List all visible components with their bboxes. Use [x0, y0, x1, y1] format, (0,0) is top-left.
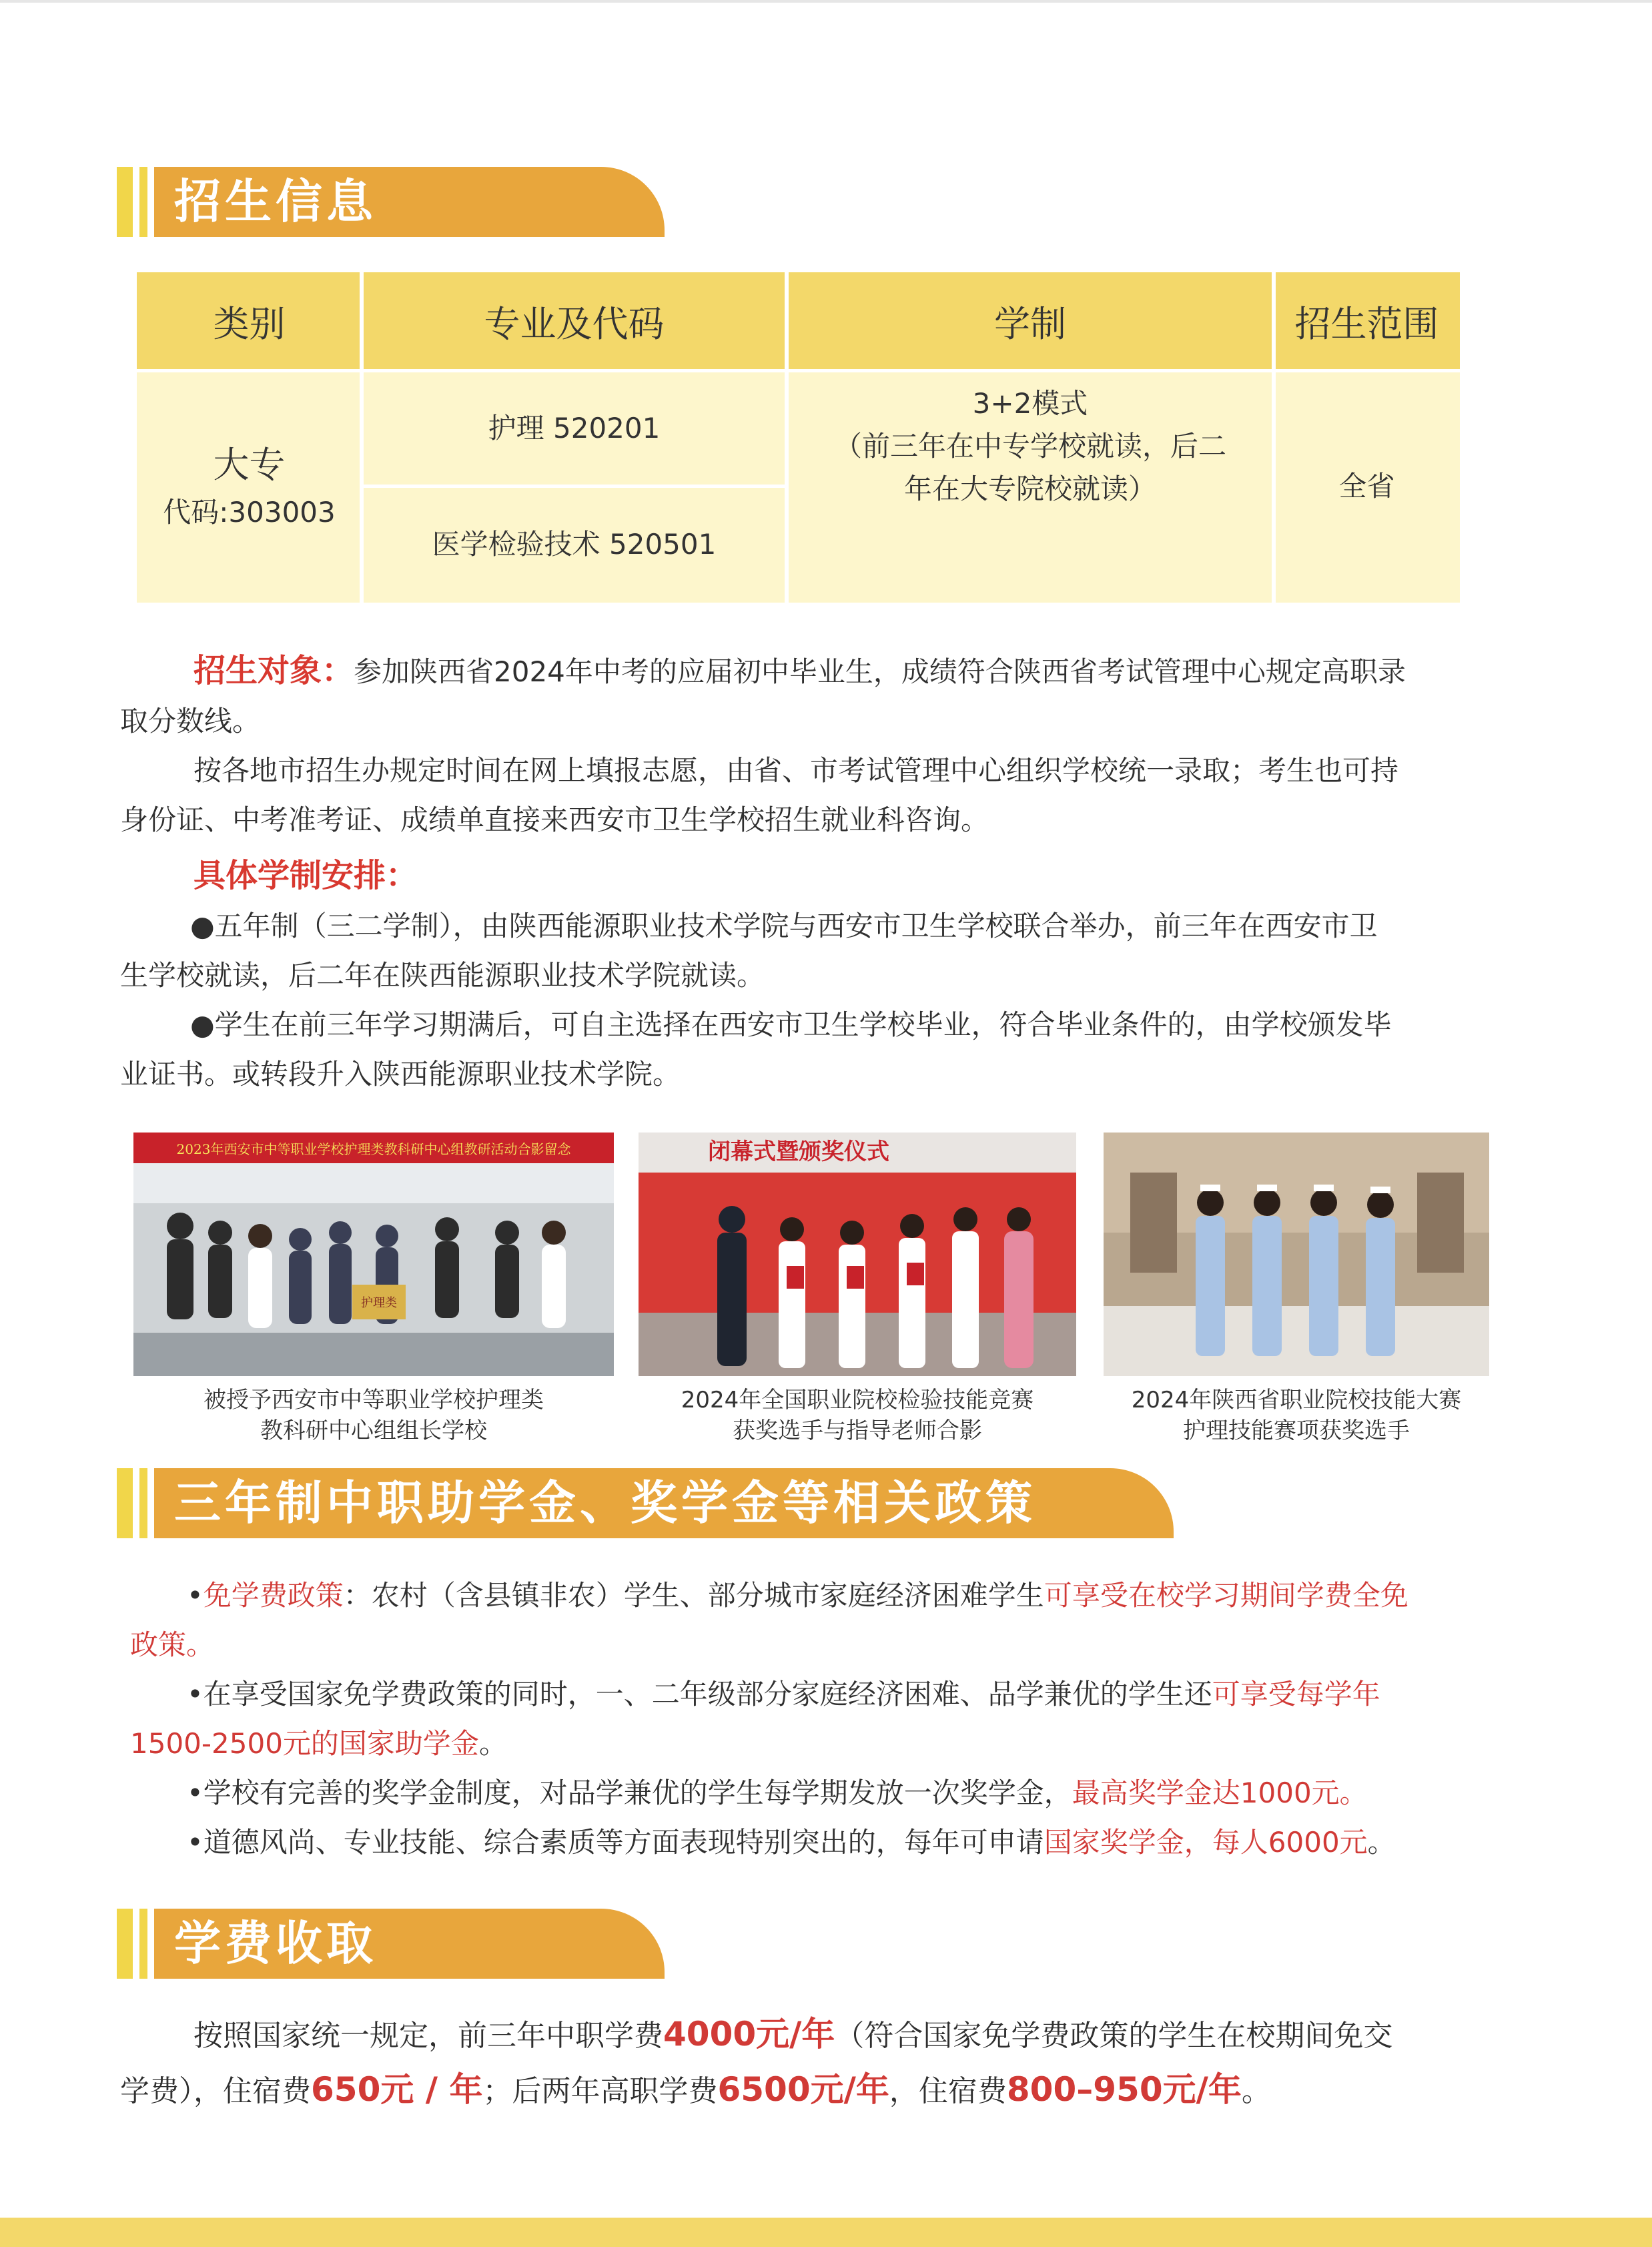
header-tab: [154, 1468, 1174, 1538]
fee-highlight: 800–950元/年: [1006, 2070, 1242, 2109]
policy-text: ：农村（含县镇非农）学生、部分城市家庭经济困难学生: [343, 1579, 1044, 1612]
fee-highlight: 4000元/年: [663, 2015, 835, 2053]
top-border: [0, 0, 1652, 3]
photo-group-award: [133, 1133, 614, 1376]
fees-paragraph: [120, 2007, 1508, 2118]
policy-highlight: 政策。: [130, 1628, 215, 1661]
photo-nursing: [1104, 1133, 1489, 1376]
header-accent-bar: [117, 1909, 133, 1979]
table-cell-category: [137, 370, 362, 603]
policy-text: •: [187, 1579, 203, 1612]
table-divider: [362, 485, 787, 488]
header-accent-bar: [139, 1468, 147, 1538]
photo-caption: [133, 1385, 614, 1446]
photo-caption: [1104, 1385, 1489, 1446]
table-cell-major: 医学检验技术 520501: [362, 487, 787, 603]
section-title: 招生信息: [174, 174, 377, 229]
table-header-scope: 招生范围: [1274, 272, 1460, 370]
section-title: 学费收取: [174, 1916, 377, 1971]
target-label: 招生对象：: [193, 652, 354, 689]
fee-highlight: 650元 / 年: [311, 2070, 483, 2109]
policy-text: •学校有完善的奖学金制度，对品学兼优的学生每学期发放一次奖学金，: [187, 1777, 1072, 1809]
photo-caption: [639, 1385, 1076, 1446]
target-paragraph: [120, 646, 1488, 845]
fees-text: 按照国家统一规定，前三年中职学费: [193, 2019, 663, 2053]
system-line: 年在大专院校就读）: [903, 472, 1156, 505]
policy-highlight: 最高奖学金达1000元。: [1072, 1777, 1368, 1809]
photo-competition: [639, 1133, 1076, 1376]
table-header-category: 类别: [137, 272, 362, 370]
policy-highlight: 可享受在校学习期间学费全免: [1044, 1579, 1408, 1612]
caption-line: 教科研中心组组长学校: [260, 1417, 487, 1444]
table-cell-major: 护理 520201: [362, 370, 787, 487]
fees-text: ；后两年高职学费: [482, 2074, 718, 2108]
arrangement-text: 生学校就读，后二年在陕西能源职业技术学院就读。: [120, 959, 765, 992]
target-text: 身份证、中考准考证、成绩单直接来西安市卫生学校招生就业科咨询。: [120, 804, 989, 836]
table-divider: [137, 369, 1460, 372]
section-title: 三年制中职助学金、奖学金等相关政策: [174, 1476, 1036, 1530]
admission-table: [137, 272, 1460, 603]
arrangement-paragraph: [120, 851, 1488, 1099]
table-divider: [785, 272, 789, 603]
category-name: 大专: [213, 444, 286, 486]
header-tab: [154, 1909, 665, 1979]
table-header-system: 学制: [787, 272, 1274, 370]
photo-competition-image: [639, 1133, 1076, 1376]
policy-paragraph: [130, 1571, 1498, 1867]
category-code: 代码:303003: [163, 496, 336, 529]
photo-nursing-image: [1104, 1133, 1489, 1376]
fees-text: （符合国家免学费政策的学生在校期间免交: [835, 2019, 1393, 2053]
system-line: （前三年在中专学校就读，后二: [833, 430, 1226, 462]
arrangement-text: 业证书。或转段升入陕西能源职业技术学院。: [120, 1058, 681, 1090]
policy-text: 。: [478, 1727, 507, 1760]
table-divider: [360, 272, 364, 603]
arrangement-label: 具体学制安排：: [193, 857, 418, 894]
policy-text: 。: [1367, 1826, 1396, 1859]
photo-group-award-image: [133, 1133, 614, 1376]
target-text: 按各地市招生办规定时间在网上填报志愿，由省、市考试管理中心组织学校统一录取；考生也可持: [193, 754, 1399, 787]
target-text: 参加陕西省2024年中考的应届初中毕业生，成绩符合陕西省考试管理中心规定高职录: [354, 655, 1406, 688]
table-header-major: 专业及代码: [362, 272, 787, 370]
fee-highlight: 6500元/年: [717, 2070, 889, 2109]
table-divider: [1272, 272, 1276, 603]
header-accent-bar: [139, 1909, 147, 1979]
footer-band: [0, 2218, 1652, 2247]
caption-line: 护理技能赛项获奖选手: [1183, 1417, 1410, 1444]
policy-highlight: 1500-2500元的国家助学金: [130, 1727, 479, 1760]
policy-text: •在享受国家免学费政策的同时，一、二年级部分家庭经济困难、品学兼优的学生还: [187, 1678, 1212, 1710]
table-cell-scope: 全省: [1274, 370, 1460, 603]
plaque-text: 护理类: [361, 1296, 397, 1310]
photo-banner: 闭幕式暨颁奖仪式: [708, 1139, 889, 1165]
fees-text: 学费），住宿费: [120, 2074, 311, 2108]
caption-line: 被授予西安市中等职业学校护理类: [203, 1387, 544, 1413]
caption-line: 2024年全国职业院校检验技能竞赛: [681, 1387, 1034, 1413]
photo-banner: 2023年西安市中等职业学校护理类教科研中心组教研活动合影留念: [176, 1141, 571, 1157]
policy-text: •道德风尚、专业技能、综合素质等方面表现特别突出的，每年可申请: [187, 1826, 1044, 1859]
caption-line: 获奖选手与指导老师合影: [733, 1417, 982, 1444]
policy-highlight: 免学费政策: [203, 1579, 344, 1612]
fees-text: 。: [1241, 2074, 1271, 2108]
policy-highlight: 可享受每学年: [1212, 1678, 1380, 1710]
target-text: 取分数线。: [120, 705, 261, 737]
system-line: 3+2模式: [972, 387, 1088, 420]
policy-highlight: 国家奖学金，每人6000元: [1044, 1826, 1368, 1859]
arrangement-text: ●五年制（三二学制），由陕西能源职业技术学院与西安市卫生学校联合举办，前三年在西安市卫: [190, 910, 1378, 942]
header-accent-bar: [117, 1468, 133, 1538]
header-accent-bar: [139, 167, 147, 237]
arrangement-text: ●学生在前三年学习期满后，可自主选择在西安市卫生学校毕业，符合毕业条件的，由学校颁发毕: [190, 1008, 1392, 1041]
caption-line: 2024年陕西省职业院校技能大赛: [1131, 1387, 1462, 1413]
table-cell-system: [787, 370, 1274, 603]
header-tab: [154, 167, 665, 237]
header-accent-bar: [117, 167, 133, 237]
fees-text: ，住宿费: [889, 2074, 1007, 2108]
